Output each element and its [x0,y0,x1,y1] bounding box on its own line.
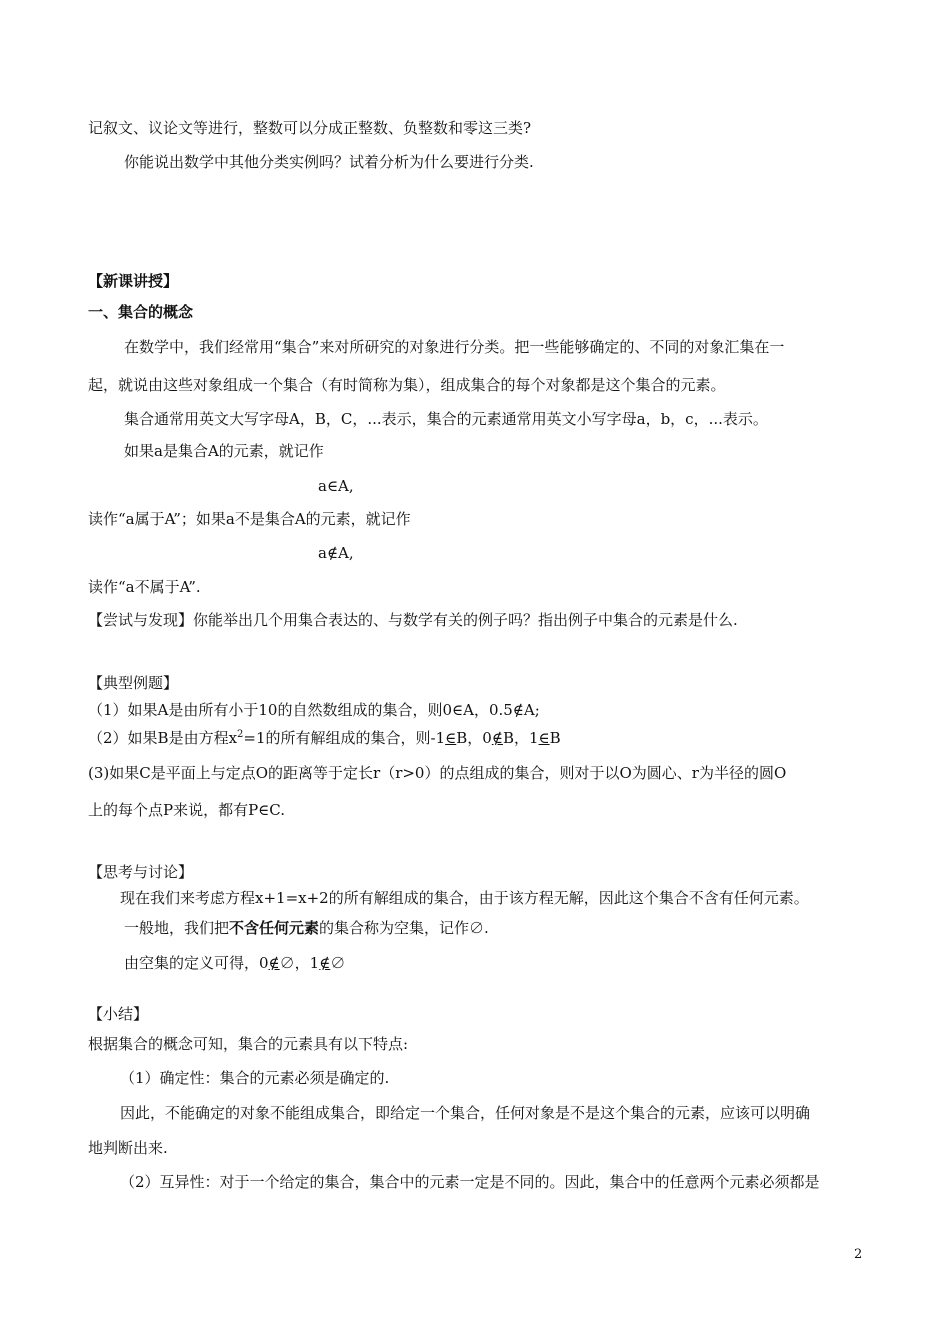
paragraph-1-line-1: 在数学中，我们经常用“集合”来对所研究的对象进行分类。把一些能够确定的、不同的对象汇集在一 [124,338,785,356]
discussion-line-3-pre: 由空集的定义可得，0 [124,954,269,972]
example-3-line-1: (3)如果C是平面上与定点O的距离等于定长r（r>0）的点组成的集合，则对于以O为圆心、r为半径的圆O [88,764,787,782]
example-3-line-2: 上的每个点P来说，都有P∈C. [88,801,286,819]
paragraph-2: 集合通常用英文大写字母A，B，C，...表示，集合的元素通常用英文小写字母a，b，c，...表示。 [124,410,768,428]
new-lesson-heading: 【新课讲授】 [88,272,179,290]
examples-heading: 【典型例题】 [88,674,179,692]
ex2-mid: =1的所有解组成的集合，则-1 [243,729,446,747]
discussion-symbol-2: ∉ [319,954,331,972]
ex2-superscript: 2 [237,729,244,740]
section-title-set-concept: 一、集合的概念 [88,303,194,321]
paragraph-5: 读作“a不属于A”. [88,578,201,596]
try-text: 你能举出几个用集合表达的、与数学有关的例子吗？指出例子中集合的元素是什么. [193,611,738,629]
summary-heading: 【小结】 [88,1005,149,1023]
summary-line-1: 根据集合的概念可知，集合的元素具有以下特点: [88,1035,409,1053]
formula-not-belongs: a∉A, [318,544,354,562]
intro-line-1: 记叙文、议论文等进行，整数可以分成正整数、负整数和零这三类? [88,119,532,137]
try-label: 【尝试与发现】 [88,611,194,629]
summary-item-2: （2）互异性：对于一个给定的集合，集合中的元素一定是不同的。因此，集合中的任意两个元素必须都是 [120,1173,820,1191]
ex2-pre: （2）如果B是由方程x [88,729,238,747]
summary-item-1-explanation-1: 因此，不能确定的对象不能组成集合，即给定一个集合，任何对象是不是这个集合的元素，应该可以明确 [120,1104,811,1122]
example-2 [88,728,561,748]
example-1: （1）如果A是由所有小于10的自然数组成的集合，则0∈A，0.5∉A; [88,701,540,719]
discussion-line-3-end: ∅ [330,954,346,972]
paragraph-3: 如果a是集合A的元素，就记作 [124,442,324,460]
try-and-discover [88,610,738,630]
ex2-symbol-2: ∉ [491,729,503,747]
summary-item-1: （1）确定性：集合的元素必须是确定的. [120,1069,390,1087]
formula-belongs: a∈A, [318,477,354,495]
discussion-line-1: 现在我们来考虑方程x+1=x+2的所有解组成的集合，由于该方程无解，因此这个集合不含有任何元素。 [120,889,809,907]
page-number: 2 [854,1247,863,1262]
ex2-mid-2: B，0 [456,729,492,747]
paragraph-4: 读作“a属于A”；如果a不是集合A的元素，就记作 [88,510,411,528]
ex2-symbol-1: ∈ [445,729,457,747]
discussion-line-3 [124,953,345,973]
ex2-mid-3: B，1 [502,729,539,747]
ex2-end: B [549,729,561,747]
discussion-line-2-post: 的集合称为空集，记作∅. [319,919,489,937]
intro-line-2: 你能说出数学中其他分类实例吗？试着分析为什么要进行分类. [124,153,534,171]
discussion-line-2-pre: 一般地，我们把 [124,919,230,937]
paragraph-1-line-2: 起，就说由这些对象组成一个集合（有时简称为集），组成集合的每个对象都是这个集合的元素。 [88,376,726,394]
discussion-line-3-mid: ∅，1 [279,954,320,972]
summary-item-1-explanation-2: 地判断出来. [88,1139,168,1157]
ex2-symbol-3: ∈ [538,729,550,747]
discussion-heading: 【思考与讨论】 [88,863,194,881]
discussion-line-2-bold: 不含任何元素 [229,919,320,937]
discussion-symbol-1: ∉ [268,954,280,972]
discussion-line-2 [124,918,489,938]
